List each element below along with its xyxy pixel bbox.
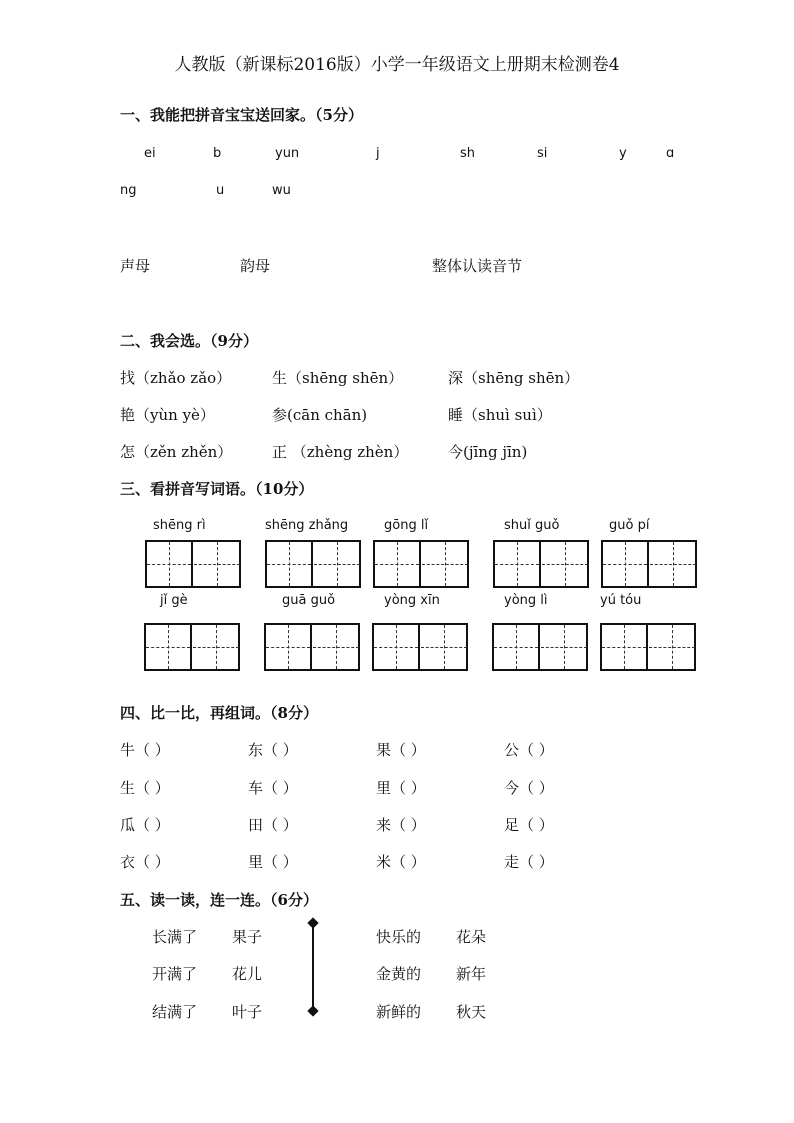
pinyin-item: yun xyxy=(275,146,300,161)
pinyin-item: ɑ xyxy=(666,146,675,161)
compare-item: 来（ ） xyxy=(376,816,426,834)
writing-grid[interactable] xyxy=(600,623,696,671)
pinyin-label: yú tóu xyxy=(600,593,642,608)
pinyin-item: ng xyxy=(120,183,137,198)
compare-item: 瓜（ ） xyxy=(120,816,170,834)
compare-item: 东（ ） xyxy=(248,741,298,759)
pinyin-item: sh xyxy=(460,146,476,161)
choice-item: 深（shēng shēn） xyxy=(448,369,580,387)
divider-bottom-marker xyxy=(307,1005,318,1016)
writing-grid[interactable] xyxy=(265,540,361,588)
pinyin-label: shēng zhǎng xyxy=(265,518,349,533)
writing-grid[interactable] xyxy=(601,540,697,588)
section-1-heading: 一、我能把拼音宝宝送回家。（5分） xyxy=(120,106,363,124)
category-label: 韵母 xyxy=(240,257,271,275)
compare-item: 果（ ） xyxy=(376,741,426,759)
pinyin-label: yòng lì xyxy=(504,593,548,608)
pinyin-label: jǐ gè xyxy=(160,593,188,608)
writing-grid[interactable] xyxy=(492,623,588,671)
match-phrase: 长满了 xyxy=(152,928,198,946)
choice-item: 生（shēng shēn） xyxy=(272,369,404,387)
section-3-heading: 三、看拼音写词语。（10分） xyxy=(120,480,314,498)
compare-item: 牛（ ） xyxy=(120,741,170,759)
pinyin-item: si xyxy=(537,146,548,161)
section-5-heading: 五、读一读，连一连。（6分） xyxy=(120,891,318,909)
choice-item: 怎（zěn zhěn） xyxy=(120,443,233,461)
pinyin-item: j xyxy=(376,146,380,161)
section-2-heading: 二、我会选。（9分） xyxy=(120,332,258,350)
pinyin-item: u xyxy=(216,183,225,198)
compare-item: 里（ ） xyxy=(248,853,298,871)
category-label: 声母 xyxy=(120,257,151,275)
match-phrase: 花朵 xyxy=(456,928,487,946)
compare-item: 公（ ） xyxy=(504,741,554,759)
divider-line xyxy=(312,922,314,1012)
pinyin-item: ei xyxy=(144,146,156,161)
compare-item: 走（ ） xyxy=(504,853,554,871)
choice-item: 找（zhǎo zǎo） xyxy=(120,369,232,387)
compare-item: 衣（ ） xyxy=(120,853,170,871)
match-phrase: 开满了 xyxy=(152,965,198,983)
compare-item: 田（ ） xyxy=(248,816,298,834)
choice-item: 今(jīng jīn) xyxy=(448,443,528,461)
pinyin-label: shēng rì xyxy=(153,518,206,533)
match-phrase: 果子 xyxy=(232,928,263,946)
match-phrase: 叶子 xyxy=(232,1003,263,1021)
divider-top-marker xyxy=(307,917,318,928)
category-label: 整体认读音节 xyxy=(432,257,523,275)
section-4-heading: 四、比一比，再组词。（8分） xyxy=(120,704,318,722)
writing-grid[interactable] xyxy=(144,623,240,671)
compare-item: 里（ ） xyxy=(376,779,426,797)
writing-grid[interactable] xyxy=(372,623,468,671)
match-phrase: 秋天 xyxy=(456,1003,487,1021)
compare-item: 米（ ） xyxy=(376,853,426,871)
compare-item: 车（ ） xyxy=(248,779,298,797)
pinyin-label: gōng lǐ xyxy=(384,518,429,533)
pinyin-label: yòng xīn xyxy=(384,593,440,608)
match-phrase: 快乐的 xyxy=(376,928,422,946)
writing-grid[interactable] xyxy=(264,623,360,671)
pinyin-label: shuǐ guǒ xyxy=(504,518,560,533)
choice-item: 正 （zhèng zhèn） xyxy=(272,443,409,461)
match-phrase: 新鲜的 xyxy=(376,1003,422,1021)
writing-grid[interactable] xyxy=(493,540,589,588)
match-phrase: 结满了 xyxy=(152,1003,198,1021)
pinyin-item: y xyxy=(619,146,627,161)
match-phrase: 金黄的 xyxy=(376,965,422,983)
choice-item: 睡（shuì suì） xyxy=(448,406,552,424)
match-phrase: 花儿 xyxy=(232,965,263,983)
compare-item: 今（ ） xyxy=(504,779,554,797)
writing-grid[interactable] xyxy=(145,540,241,588)
writing-grid[interactable] xyxy=(373,540,469,588)
pinyin-label: guǒ pí xyxy=(609,518,650,533)
choice-item: 艳（yùn yè） xyxy=(120,406,215,424)
pinyin-label: guā guǒ xyxy=(282,593,336,608)
page-title: 人教版（新课标2016版）小学一年级语文上册期末检测卷4 xyxy=(174,55,620,75)
match-phrase: 新年 xyxy=(456,965,487,983)
compare-item: 足（ ） xyxy=(504,816,554,834)
pinyin-item: b xyxy=(213,146,222,161)
pinyin-item: wu xyxy=(272,183,291,198)
choice-item: 参(cān chān) xyxy=(272,406,368,424)
compare-item: 生（ ） xyxy=(120,779,170,797)
